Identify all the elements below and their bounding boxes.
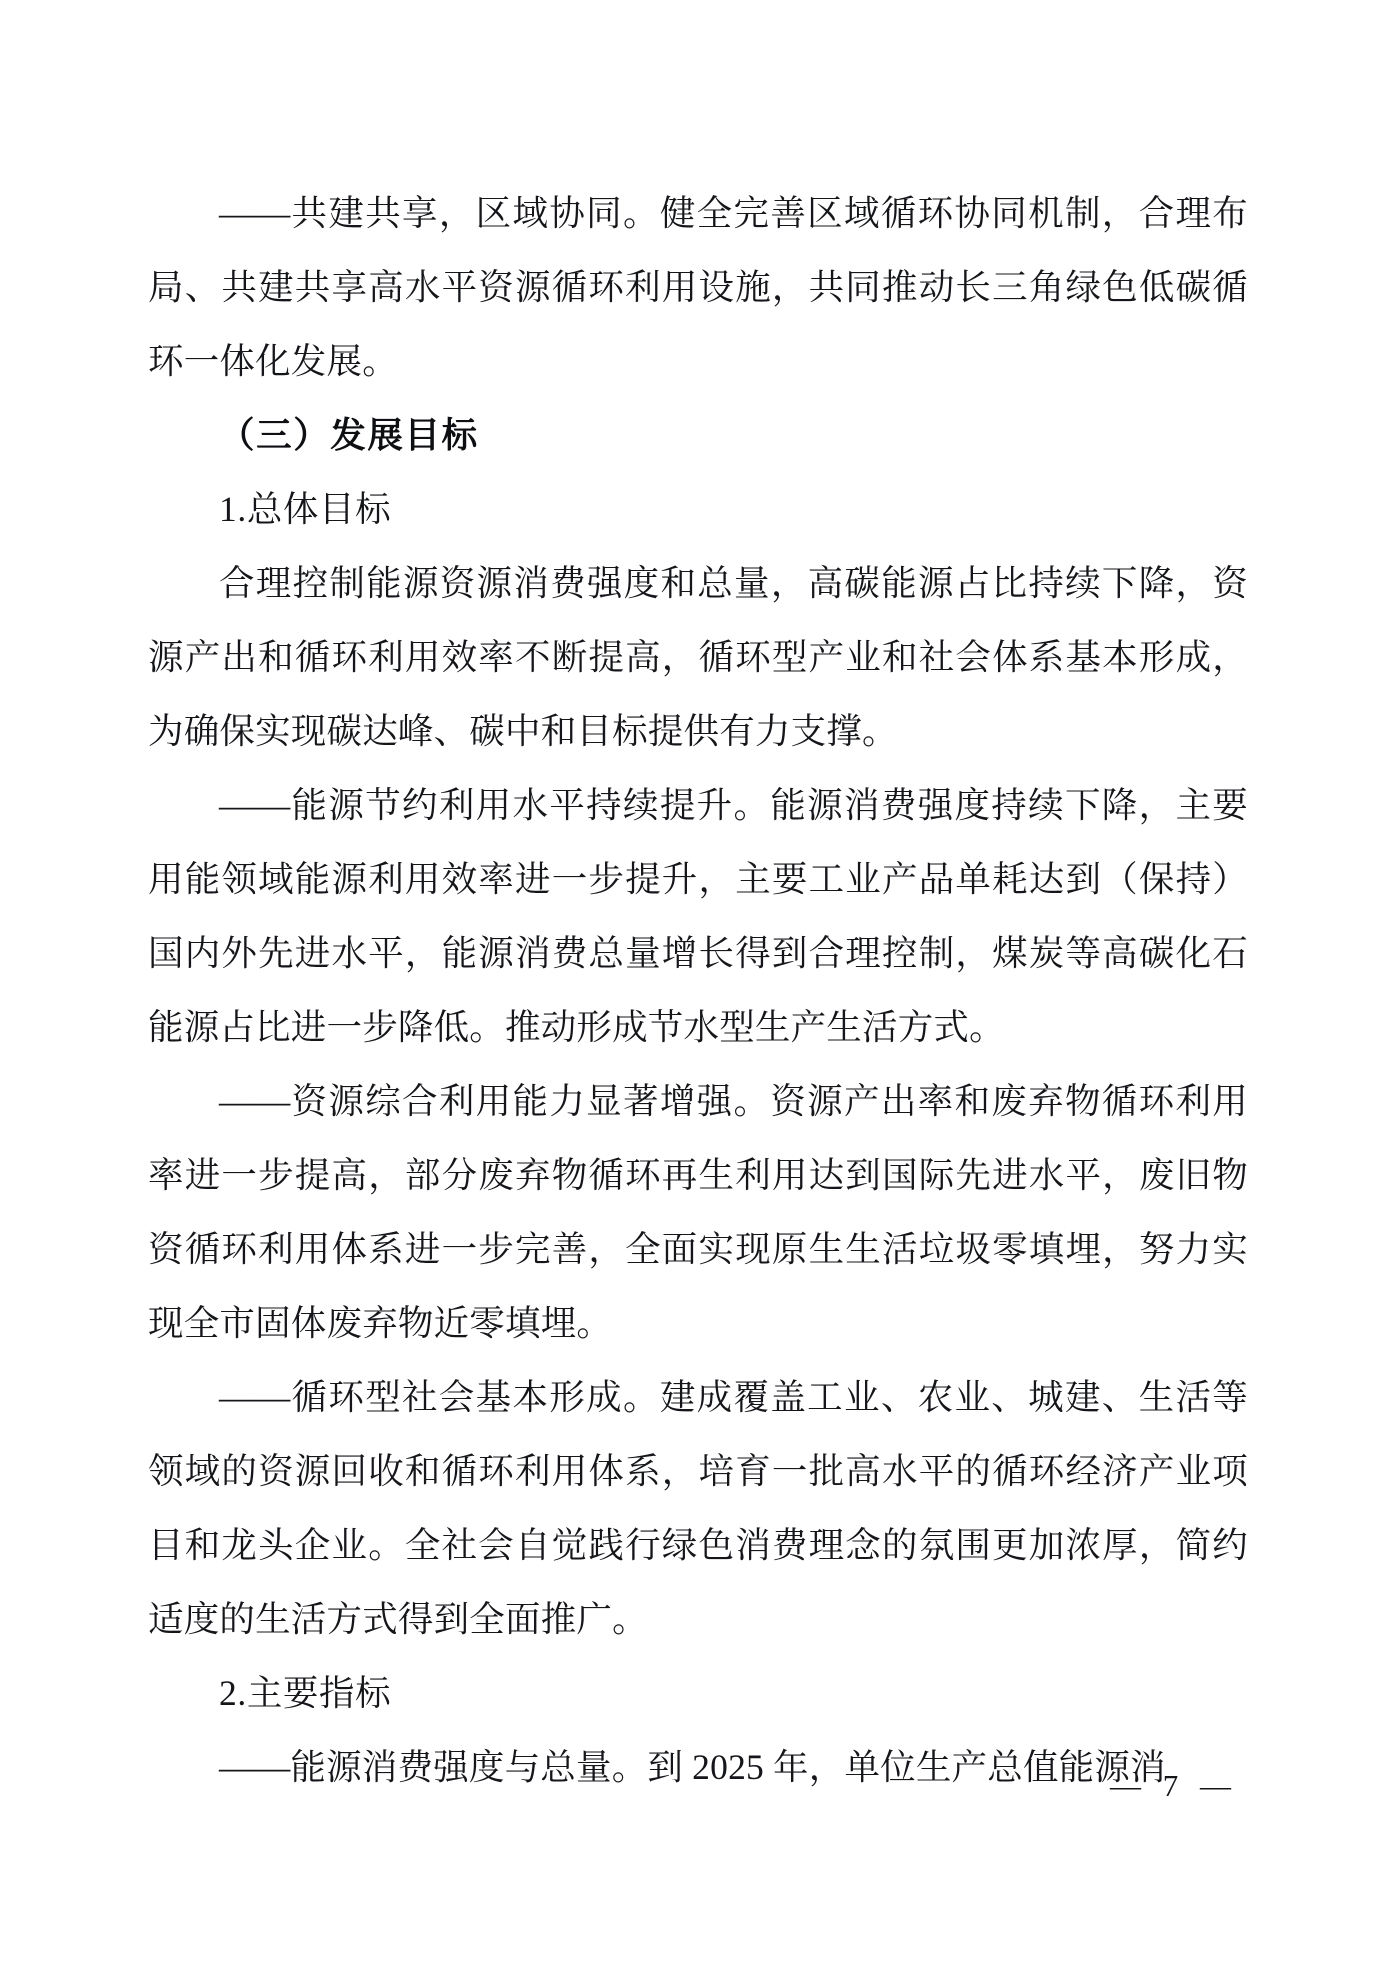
document-body — [148, 176, 1248, 1804]
heading-main-indicators: 2.主要指标 — [219, 1673, 392, 1713]
heading-overall-goals: 1.总体目标 — [219, 489, 392, 529]
paragraph-energy-saving-level: ——能源节约利用水平持续提升。能源消费强度持续下降，主要用能领域能源利用效率进一步提升，主要工业产品单耗达到（保持）国内外先进水平，能源消费总量增长得到合理控制，煤炭等高碳化石能源占比进一步降低。推动形成节水型生产生活方式。 — [148, 785, 1248, 1047]
paragraph-resource-comprehensive-utilization: ——资源综合利用能力显著增强。资源产出率和废弃物循环利用率进一步提高，部分废弃物循环再生利用达到国际先进水平，废旧物资循环利用体系进一步完善，全面实现原生生活垃圾零填埋，努力实现全市固体废弃物近零填埋。 — [148, 1081, 1248, 1343]
paragraph-co-construction-sharing: ——共建共享，区域协同。健全完善区域循环协同机制，合理布局、共建共享高水平资源循环利用设施，共同推动长三角绿色低碳循环一体化发展。 — [148, 193, 1248, 381]
paragraph-circular-society: ——循环型社会基本形成。建成覆盖工业、农业、城建、生活等领域的资源回收和循环利用体系，培育一批高水平的循环经济产业项目和龙头企业。全社会自觉践行绿色消费理念的氛围更加浓厚，简约适度的生活方式得到全面推广。 — [148, 1377, 1248, 1639]
paragraph-overall-goals-body: 合理控制能源资源消费强度和总量，高碳能源占比持续下降，资源产出和循环利用效率不断提高，循环型产业和社会体系基本形成，为确保实现碳达峰、碳中和目标提供有力支撑。 — [148, 563, 1248, 751]
page-number: — 7 — — [1110, 1768, 1238, 1803]
heading-development-goals: （三）发展目标 — [219, 415, 479, 455]
paragraph-energy-consumption-intensity-and-total: ——能源消费强度与总量。到 2025 年，单位生产总值能源消 — [219, 1747, 1166, 1787]
